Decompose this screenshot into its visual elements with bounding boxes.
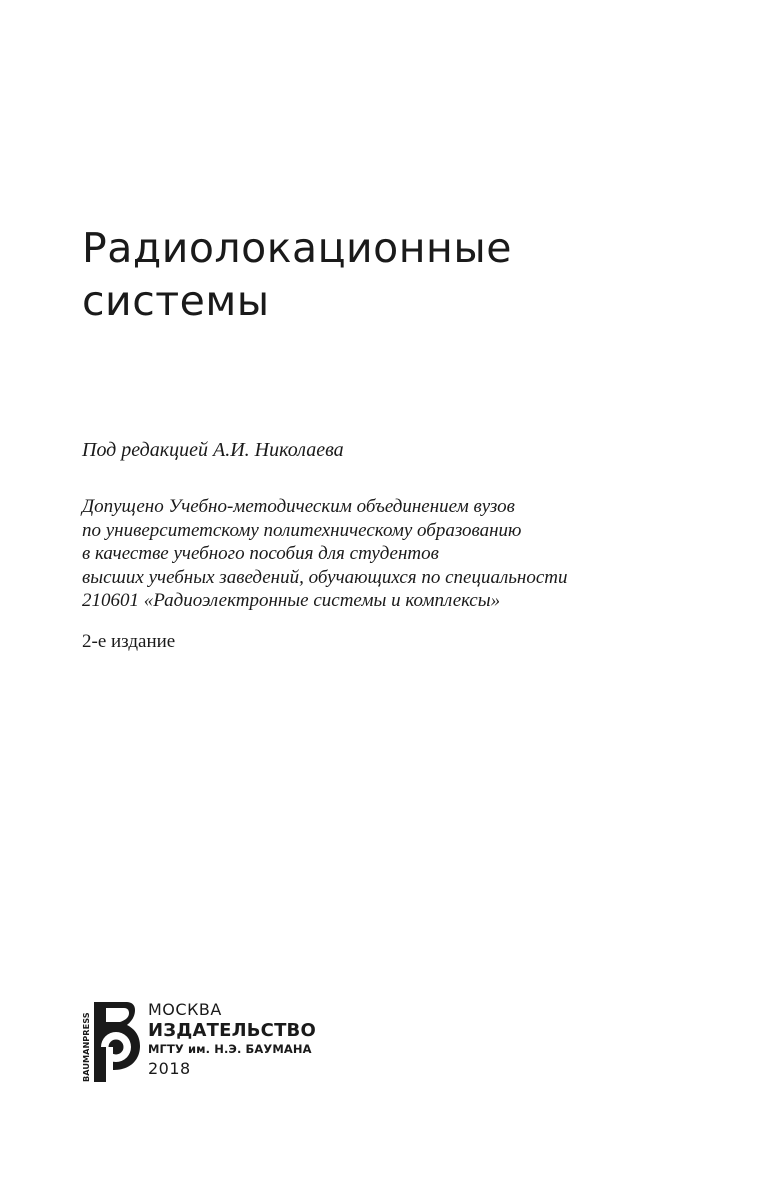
approval-statement bbox=[82, 495, 568, 613]
approval-line: в качестве учебного пособия для студентов bbox=[82, 543, 439, 564]
publisher-block bbox=[80, 998, 340, 1084]
editor-credit: Под редакцией А.И. Николаева bbox=[82, 439, 344, 461]
baumanpress-logo-icon bbox=[80, 998, 142, 1082]
approval-line: Допущено Учебно-методическим объединением вузов bbox=[82, 496, 515, 517]
edition-label: 2-е издание bbox=[82, 631, 176, 652]
publisher-text bbox=[148, 1000, 316, 1081]
book-title bbox=[82, 222, 512, 328]
publisher-city: МОСКВА bbox=[148, 1000, 222, 1019]
book-title-line-2: системы bbox=[82, 277, 270, 325]
book-title-line-1: Радиолокационные bbox=[82, 224, 512, 272]
approval-line: высших учебных заведений, обучающихся по специальности bbox=[82, 566, 568, 588]
publication-year: 2018 bbox=[148, 1059, 191, 1078]
approval-line: 210601 «Радиоэлектронные системы и комплексы» bbox=[82, 590, 501, 611]
publisher-university: МГТУ им. Н.Э. БАУМАНА bbox=[148, 1042, 312, 1056]
publisher-name: ИЗДАТЕЛЬСТВО bbox=[148, 1020, 316, 1041]
logo-wordmark: BAUMANPRESS bbox=[81, 1012, 91, 1082]
approval-line: по университетскому политехническому образованию bbox=[82, 519, 522, 541]
